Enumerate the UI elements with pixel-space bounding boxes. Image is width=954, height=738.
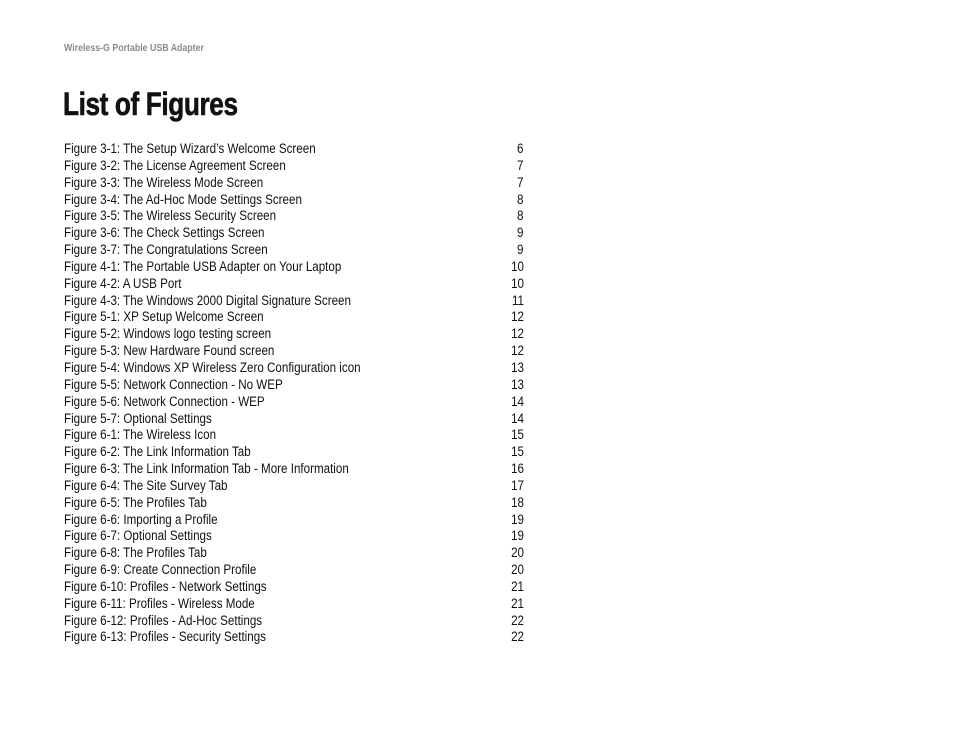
figure-entry (64, 579, 524, 596)
figure-label: Figure 6-10: Profiles - Network Settings (64, 578, 267, 594)
figure-entry (64, 309, 524, 326)
figure-entry (64, 326, 524, 343)
figure-page-number: 8 (517, 208, 524, 224)
figure-page-number: 15 (511, 444, 524, 460)
figure-entry (64, 377, 524, 394)
figure-label: Figure 3-7: The Congratulations Screen (64, 242, 268, 258)
figure-label: Figure 6-7: Optional Settings (64, 528, 212, 544)
figure-page-number: 22 (511, 629, 524, 645)
figure-label: Figure 3-6: The Check Settings Screen (64, 225, 265, 241)
figure-page-number: 9 (517, 225, 524, 241)
figure-entry (64, 225, 524, 242)
figure-label: Figure 6-12: Profiles - Ad-Hoc Settings (64, 612, 263, 628)
figure-label: Figure 6-1: The Wireless Icon (64, 427, 217, 443)
figure-label: Figure 6-9: Create Connection Profile (64, 562, 257, 578)
figure-entry (64, 175, 524, 192)
figure-page-number: 11 (511, 292, 524, 308)
figure-label: Figure 6-13: Profiles - Security Settings (64, 629, 266, 645)
figure-page-number: 20 (511, 562, 524, 578)
figure-page-number: 16 (511, 461, 524, 477)
figure-label: Figure 4-1: The Portable USB Adapter on Your Laptop (64, 258, 342, 274)
figure-label: Figure 3-3: The Wireless Mode Screen (64, 174, 264, 190)
figure-entry (64, 259, 524, 276)
figure-entry (64, 427, 524, 444)
figure-page-number: 10 (511, 258, 524, 274)
figure-label: Figure 6-3: The Link Information Tab - More Information (64, 461, 349, 477)
figure-label: Figure 3-5: The Wireless Security Screen (64, 208, 277, 224)
figure-page-number: 22 (511, 612, 524, 628)
figure-label: Figure 5-2: Windows logo testing screen (64, 326, 272, 342)
figure-entry (64, 411, 524, 428)
figure-page-number: 12 (511, 326, 524, 342)
figure-label: Figure 6-6: Importing a Profile (64, 511, 218, 527)
figure-page-number: 19 (511, 511, 524, 527)
figure-label: Figure 3-2: The License Agreement Screen (64, 157, 286, 173)
figure-entry (64, 613, 524, 630)
figure-page-number: 7 (517, 174, 524, 190)
figure-entry (64, 141, 524, 158)
figure-label: Figure 6-5: The Profiles Tab (64, 494, 207, 510)
figure-entry (64, 158, 524, 175)
figure-label: Figure 4-2: A USB Port (64, 275, 182, 291)
figure-page-number: 20 (511, 545, 524, 561)
figure-page-number: 21 (511, 595, 524, 611)
figure-label: Figure 6-11: Profiles - Wireless Mode (64, 595, 255, 611)
figure-list (64, 141, 524, 646)
figure-entry (64, 495, 524, 512)
figure-page-number: 14 (511, 393, 524, 409)
figure-label: Figure 5-5: Network Connection - No WEP (64, 376, 283, 392)
figure-page-number: 15 (511, 427, 524, 443)
figure-entry (64, 192, 524, 209)
figure-label: Figure 4-3: The Windows 2000 Digital Signature Screen (64, 292, 351, 308)
figure-page-number: 13 (511, 359, 524, 375)
figure-entry (64, 629, 524, 646)
figure-entry (64, 242, 524, 259)
figure-page-number: 14 (511, 410, 524, 426)
figure-page-number: 21 (511, 578, 524, 594)
figure-label: Figure 5-3: New Hardware Found screen (64, 343, 275, 359)
figure-entry (64, 360, 524, 377)
figure-entry (64, 276, 524, 293)
figure-page-number: 9 (517, 242, 524, 258)
figure-label: Figure 5-6: Network Connection - WEP (64, 393, 265, 409)
figure-page-number: 7 (517, 157, 524, 173)
figure-page-number: 12 (511, 309, 524, 325)
figure-entry (64, 394, 524, 411)
figure-page-number: 13 (511, 376, 524, 392)
figure-page-number: 6 (517, 141, 524, 156)
figure-label: Figure 3-4: The Ad-Hoc Mode Settings Screen (64, 191, 302, 207)
figure-entry (64, 461, 524, 478)
figure-label: Figure 3-1: The Setup Wizard’s Welcome Screen (64, 141, 316, 156)
figure-entry (64, 444, 524, 461)
figure-entry (64, 545, 524, 562)
figure-label: Figure 6-2: The Link Information Tab (64, 444, 251, 460)
figure-page-number: 17 (511, 477, 524, 493)
figure-label: Figure 5-4: Windows XP Wireless Zero Configuration icon (64, 359, 361, 375)
figure-page-number: 18 (511, 494, 524, 510)
figure-page-number: 12 (511, 343, 524, 359)
figure-label: Figure 6-8: The Profiles Tab (64, 545, 207, 561)
page-title: List of Figures (63, 86, 238, 122)
figure-page-number: 8 (517, 191, 524, 207)
figure-entry (64, 478, 524, 495)
running-header: Wireless-G Portable USB Adapter (64, 43, 204, 54)
figure-label: Figure 6-4: The Site Survey Tab (64, 477, 228, 493)
figure-entry (64, 208, 524, 225)
figure-entry (64, 512, 524, 529)
figure-entry (64, 528, 524, 545)
figure-entry (64, 596, 524, 613)
figure-page-number: 10 (511, 275, 524, 291)
figure-entry (64, 293, 524, 310)
figure-label: Figure 5-7: Optional Settings (64, 410, 212, 426)
figure-label: Figure 5-1: XP Setup Welcome Screen (64, 309, 264, 325)
figure-page-number: 19 (511, 528, 524, 544)
figure-entry (64, 562, 524, 579)
figure-entry (64, 343, 524, 360)
